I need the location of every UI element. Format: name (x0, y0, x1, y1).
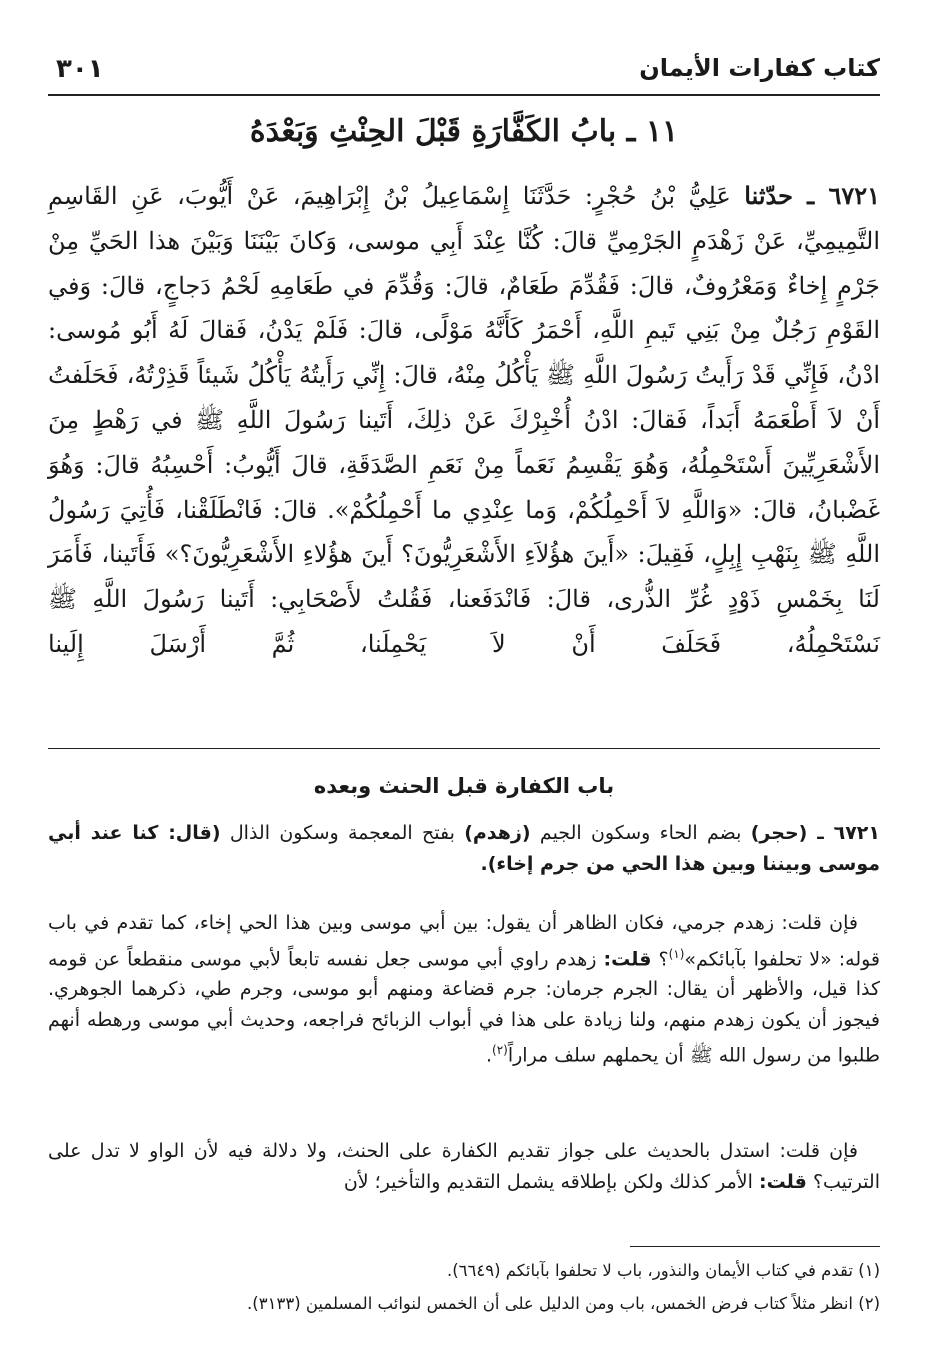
page-number: ٣٠١ (56, 54, 104, 84)
commentary-answer-label: قلت: (603, 947, 652, 970)
footnote-ref-1[interactable]: (١) (668, 946, 685, 961)
commentary-paragraph-3 (48, 1136, 880, 1197)
commentary-paragraph-2 (48, 908, 880, 1071)
hadith-number: ٦٧٢١ ـ حدّثنا (744, 181, 880, 210)
running-header (48, 54, 880, 94)
hadith-body: عَلِيُّ بْنُ حُجْرٍ: حَدَّثَنَا إِسْمَاعِيلُ بْنُ إِبْرَاهِيمَ، عَنْ أَيُّوبَ، عَنِ القَاسِمِ التَّمِيمِيِّ، عَنْ زَهْدَمٍ الجَرْمِيِّ قالَ: كُنَّا عِنْدَ أَبِي موسى، وَكانَ بَيْنَنَا وَبَيْنَ هذا الحَيِّ مِنْ جَرْمٍ إِخاءٌ وَمَعْرُوفٌ، قالَ: فَقُدِّمَ طَعَامٌ، قالَ: وَقُدِّمَ في طَعَامِهِ لَحْمُ دَجاجٍ، قالَ: وَفي القَوْمِ رَجُلٌ مِنْ بَنِي تَيمِ اللَّهِ، أَحْمَرُ كَأَنَّهُ مَوْلًى، قالَ: فَلَمْ يَدْنُ، فَقالَ لَهُ أَبُو مُوسى: ادْنُ، فَإِنِّي قَدْ رَأَيتُ رَسُولَ اللَّهِ ﷺ يَأْكُلُ مِنْهُ، قالَ: إِنِّي رَأَيتُهُ يَأْكُلُ شَيئاً قَذِرْتُهُ، فَحَلَفتُ أَنْ لاَ أَطْعَمَهُ أَبَداً، فَقالَ: ادْنُ أُخْبِرْكَ عَنْ ذلِكَ، أَتَينا رَسُولَ اللَّهِ ﷺ في رَهْطٍ مِنَ الأَشْعَرِيِّينَ أَسْتَحْمِلُهُ، وَهُوَ يَقْسِمُ نَعَماً مِنْ نَعَمِ الصَّدَقَةِ، قالَ أَيُّوبُ: أَحْسِبُهُ قالَ: وَهُوَ غَضْبانُ، قالَ: «وَاللَّهِ لاَ أَحْمِلُكُمْ، وَما عِنْدِي ما أَحْمِلُكُمْ». قالَ: فَانْطَلَقْنا، فَأُتِيَ رَسُولُ اللَّهِ ﷺ بِنَهْبِ إِبِلٍ، فَقِيلَ: «أَينَ هؤُلاَءِ الأَشْعَرِيُّونَ؟ أَينَ هؤُلاءِ الأَشْعَرِيُّونَ؟» فَأَتَينا، فَأَمَرَ لَنَا بِخَمْسِ ذَوْدٍ غُرِّ الذُّرى، قالَ: فَانْدَفَعنا، فَقُلتُ لأَصْحَابِي: أَتَينا رَسُولَ اللَّهِ ﷺ نَسْتَحْمِلُهُ، فَحَلَفَ أَنْ لاَ يَحْمِلَنا، ثُمَّ أَرْسَلَ إِلَينا (48, 182, 880, 658)
footnote-ref-2[interactable]: (٢) (492, 1043, 508, 1058)
commentary-title: باب الكفارة قبل الحنث وبعده (313, 774, 615, 798)
commentary-text: . (485, 1044, 493, 1067)
header-rule (48, 94, 880, 96)
commentary-term: (زهدم) (464, 822, 531, 844)
section-divider (48, 748, 880, 749)
book-page (48, 42, 880, 1342)
commentary-quote: (قال: كنا عند أبي موسى وبيننا وبين هذا الحي من جرم إخاء). (48, 822, 880, 875)
commentary-text: ؟ (658, 947, 669, 970)
footnotes (48, 1254, 880, 1320)
commentary-hadith-number: ٦٧٢١ ـ (حجر) (750, 822, 880, 844)
running-title: كتاب كفارات الأيمان (639, 54, 880, 82)
commentary-text: بضم الحاء وسكون الجيم (539, 822, 742, 844)
commentary-text: فإن قلت: استدل بالحديث على جواز تقديم الكفارة على الحنث، ولا دلالة فيه لأن الواو لا تدل على الترتيب؟ (48, 1140, 880, 1193)
chapter-title: ١١ ـ بابُ الكَفَّارَةِ قَبْلَ الحِنْثِ وَبَعْدَهُ (249, 114, 679, 149)
footnote-rule (630, 1246, 880, 1247)
commentary-text: فإن قلت: زهدم جرمي، فكان الظاهر أن يقول: بين أبي موسى وبين هذا الحي إخاء، كما تقدم في باب قوله: «لا تحلفوا بآبائكم» (48, 912, 881, 970)
commentary-paragraph-1 (48, 818, 880, 879)
commentary-text: الأمر كذلك ولكن بإطلاقه يشمل التقديم والتأخير؛ لأن (343, 1170, 753, 1193)
hadith-text-block (48, 174, 880, 667)
commentary-text: زهدم راوي أبي موسى جعل نفسه تابعاً لأبي موسى منقطعاً عن قومه كذا قيل، والأظهر أن يقال: الجرم جرمان: جرم قضاعة ومنهم أبو موسى، وجرم طي، ذكرهما الجوهري. فيجوز أن يكون زهدم منهم، ولنا زيادة على هذا في أبواب الزبائح فراجعه، وحديث أبي موسى ورهطه أنهم طلبوا من رسول الله ﷺ أن يحملهم سلف مراراً (48, 947, 880, 1067)
commentary-answer-label: قلت: (758, 1170, 807, 1193)
commentary-text: بفتح المعجمة وسكون الذال (229, 822, 455, 844)
footnote-2: (٢) انظر مثلاً كتاب فرض الخمس، باب ومن الدليل على أن الخمس لنوائب المسلمين (٣١٣٣). (247, 1294, 880, 1313)
footnote-1: (١) تقدم في كتاب الأيمان والنذور، باب لا تحلفوا بآبائكم (٦٦٤٩). (446, 1261, 880, 1280)
